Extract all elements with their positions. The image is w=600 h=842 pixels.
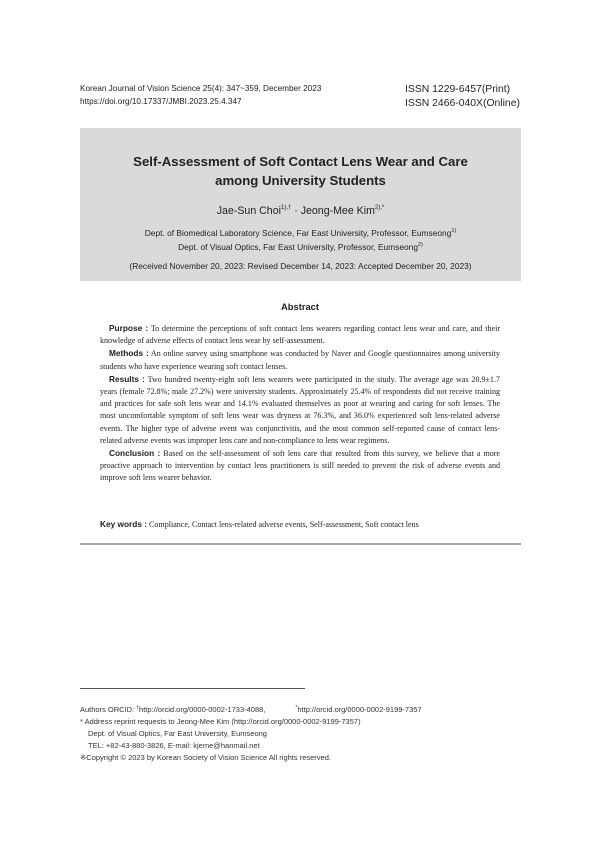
section-divider	[80, 543, 521, 545]
affiliation-2-text: Dept. of Visual Optics, Far East University, Professor, Eumseong	[178, 242, 418, 252]
title-box	[80, 128, 521, 281]
abstract-conclusion	[100, 447, 500, 485]
reprint-request: * Address reprint requests to Jeong-Mee Kim (http://orcid.org/0000-0002-9199-7357)	[80, 717, 361, 727]
doi-link[interactable]: https://doi.org/10.17337/JMBI.2023.25.4.347	[80, 97, 242, 106]
reprint-contact: TEL: +82-43-880-3826, E-mail: kjeme@hanmail.net	[88, 741, 260, 751]
conclusion-text: Based on the self-assessment of soft lens care that resulted from this survey, we believe that a more proactive approach to intervention by contact lens practitioners is still needed to prevent the risk of adverse events and improve soft lens wearer behavior.	[100, 449, 500, 483]
reprint-dept: Dept. of Visual Optics, Far East University, Eumseong	[88, 729, 267, 739]
title-line-1: Self-Assessment of Soft Contact Lens Wear and Care	[133, 154, 468, 169]
abstract-methods	[100, 347, 500, 372]
author-list	[80, 205, 521, 217]
orcid-line	[80, 702, 520, 716]
methods-label: Methods :	[109, 348, 149, 359]
purpose-text: To determine the perceptions of soft contact lens wearers regarding contact lens wear and care, and their knowledge of adverse effects of contact lens wear by self-assessment.	[100, 324, 500, 346]
copyright-notice: ※Copyright © 2023 by Korean Society of Vision Science All rights reserved.	[80, 753, 331, 763]
author-2: Jeong-Mee Kim	[300, 205, 375, 217]
issn-print: ISSN 1229-6457(Print)	[405, 84, 511, 95]
affiliation-1-text: Dept. of Biomedical Laboratory Science, Far East University, Professor, Eumseong	[144, 228, 452, 238]
affiliation-2-mark: 2)	[417, 242, 423, 248]
footnotes	[80, 702, 520, 764]
orcid-2-mark: *	[295, 705, 298, 711]
results-label: Results :	[109, 373, 145, 384]
keywords-text: Compliance, Contact lens-related adverse events, Self-assessment, Soft contact lens	[147, 520, 419, 529]
issn-block	[405, 83, 520, 111]
conclusion-label: Conclusion :	[109, 448, 161, 459]
issn-online: ISSN 2466-040X(Online)	[405, 98, 520, 109]
results-text: Two hundred twenty-eight soft lens wearers were participated in the study. The average age was 20.9±1.7 years (female 72.8%; male 27.2%) were university students. Approximately 25.4% of respondents did not receive training and practices for safe soft lens wear and 14.1% evaluated themselves as poor at wearing and caring for soft lenses. The most uncomfortable symptom of soft lens wear was dryness at 76.3%, and 36.0% experienced soft lens-related adverse events. The higher type of adverse event was conjunctivitis, and the most common self-reported cause of contact lens-related adverse events was improper lens care and non-compliance to lens wear regimens.	[100, 374, 500, 445]
keywords-label: Key words :	[100, 519, 148, 529]
received-dates: (Received November 20, 2023: Revised December 14, 2023: Accepted December 20, 2023)	[129, 261, 472, 271]
journal-header	[80, 82, 321, 108]
author-1-mark: 1),†	[280, 205, 292, 211]
affiliation-1	[80, 228, 521, 238]
author-2-mark: 2),*	[374, 205, 385, 211]
author-1: Jae-Sun Choi	[216, 205, 281, 217]
methods-text: An online survey using smartphone was conducted by Naver and Google questionnaires among university students who have experience wearing soft contact lenses.	[100, 349, 500, 371]
abstract-body	[100, 322, 500, 485]
affiliation-1-mark: 1)	[451, 228, 457, 234]
author-separator: ·	[291, 205, 301, 217]
purpose-label: Purpose :	[109, 323, 149, 333]
keywords	[100, 519, 520, 529]
paper-title	[80, 152, 521, 190]
affiliation-2	[80, 242, 521, 252]
orcid-label: Authors ORCID:	[80, 705, 137, 714]
title-line-2: among University Students	[215, 173, 386, 188]
orcid-1-mark: †	[136, 705, 140, 711]
orcid-1-link[interactable]: http://orcid.org/0000-0002-1733-4088,	[139, 705, 266, 714]
journal-citation: Korean Journal of Vision Science 25(4): 347~359, December 2023	[80, 84, 322, 93]
abstract-results	[100, 373, 500, 447]
abstract-purpose	[100, 322, 500, 347]
footnote-divider	[80, 688, 305, 689]
abstract-heading: Abstract	[280, 301, 320, 312]
orcid-2-link[interactable]: http://orcid.org/0000-0002-9199-7357	[297, 705, 422, 714]
